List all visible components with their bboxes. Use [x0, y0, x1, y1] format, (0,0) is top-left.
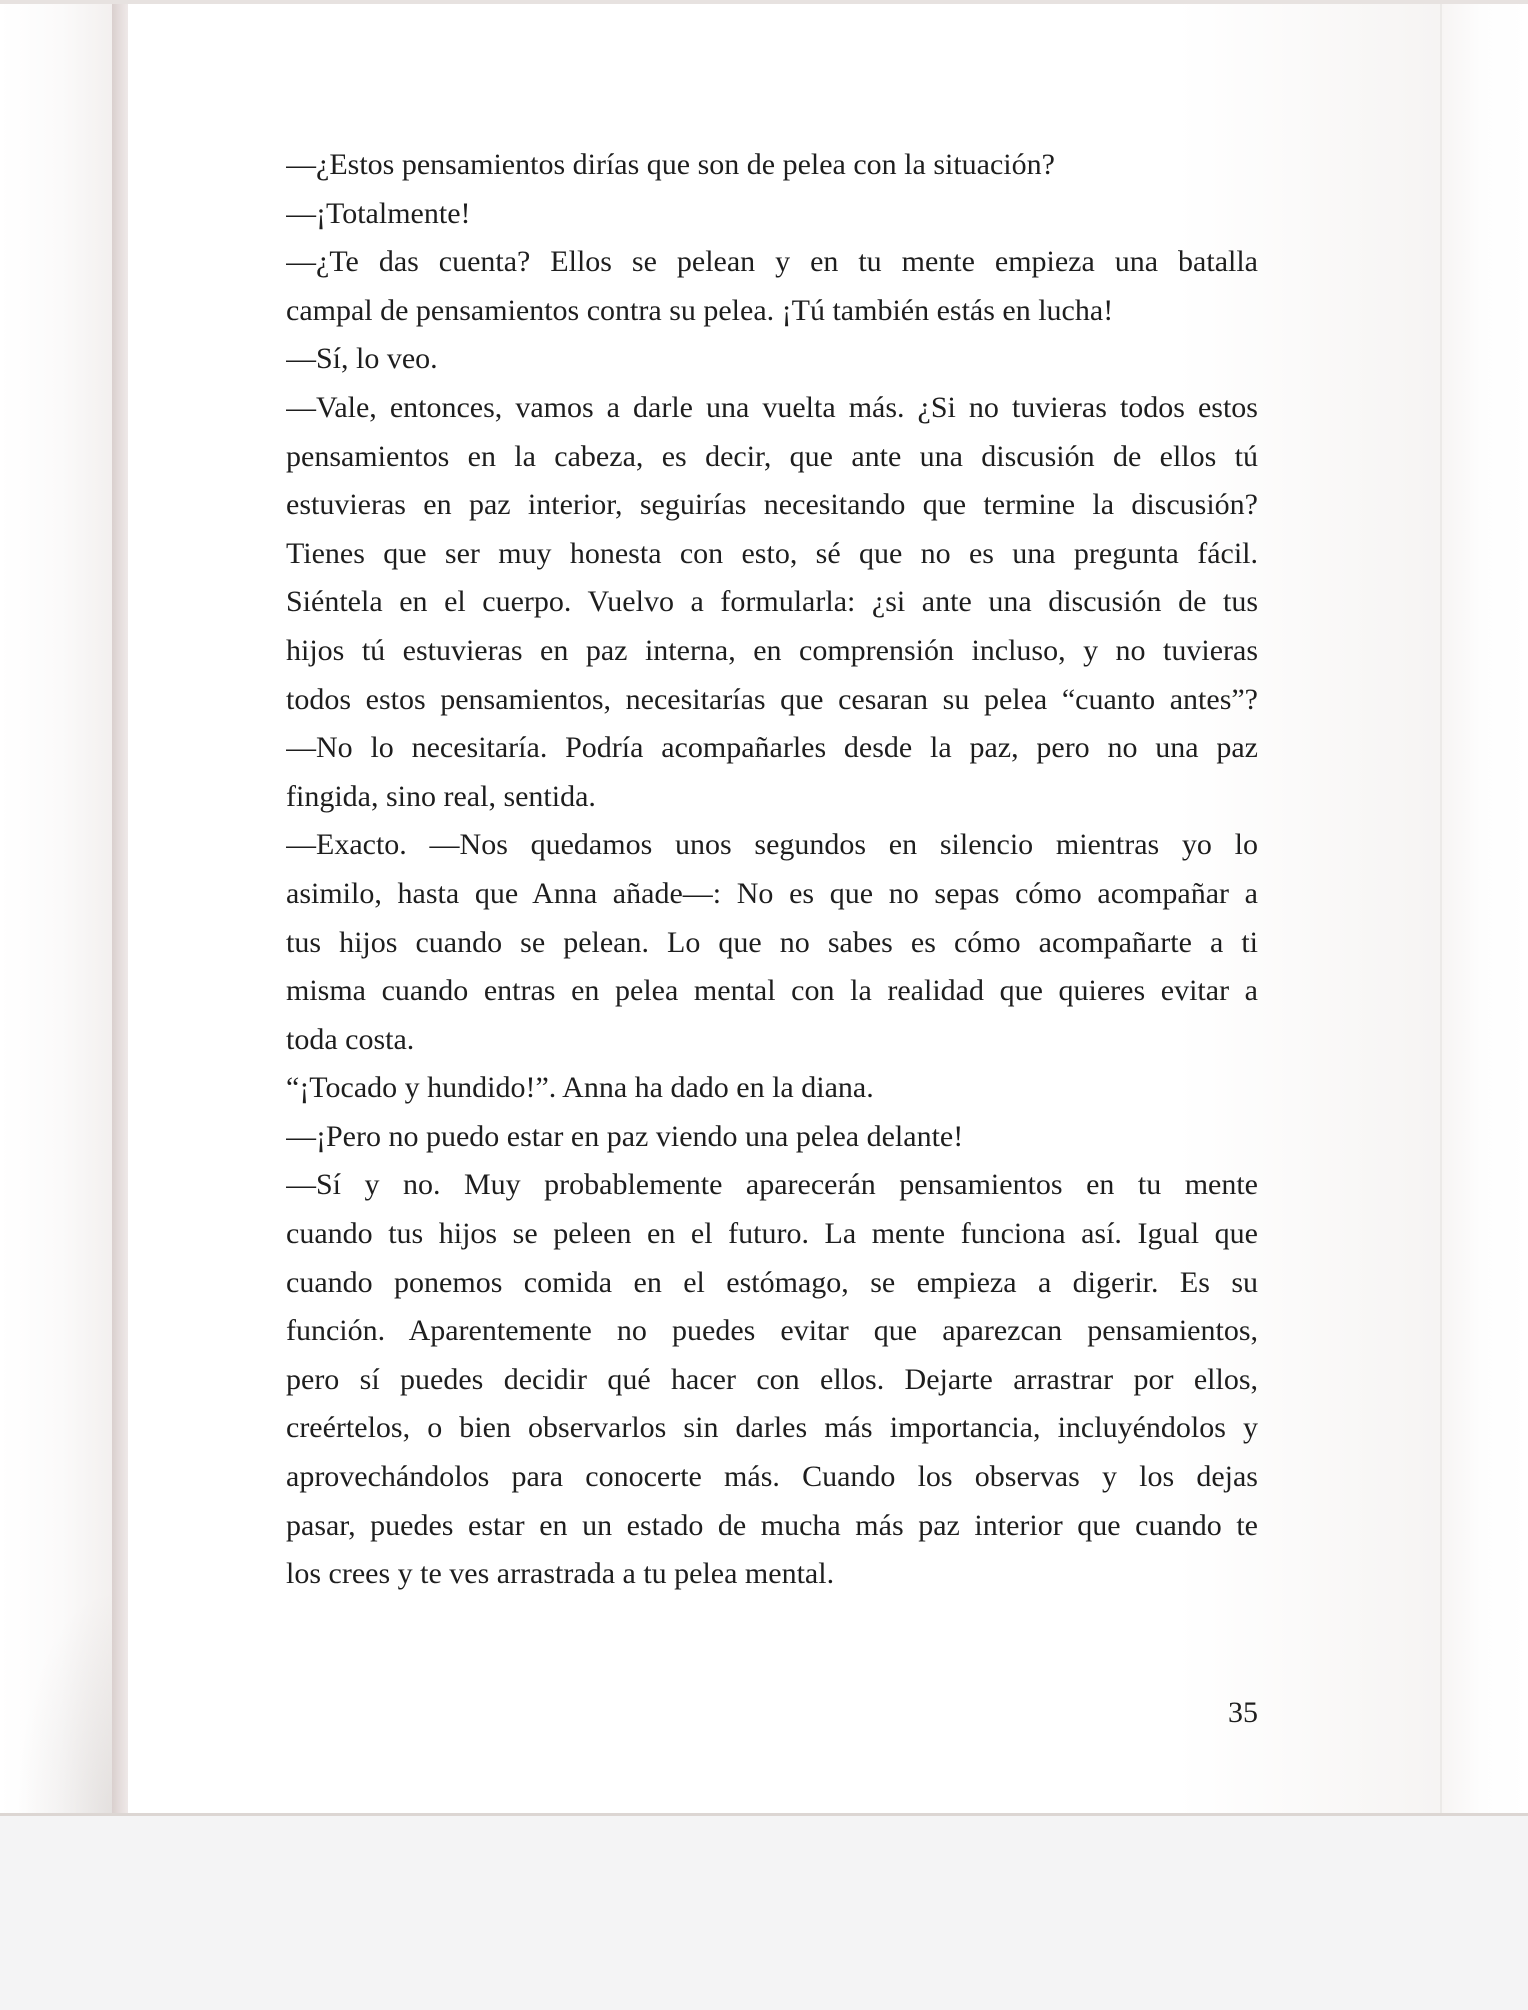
- page-text: [286, 141, 1258, 1599]
- text-line: —¡Pero no puedo estar en paz viendo una pelea delante!: [286, 1119, 964, 1153]
- text-line: “¡Tocado y hundido!”. Anna ha dado en la diana.: [286, 1071, 874, 1105]
- text-line: cuando tus hijos se peleen en el futuro. La mente funciona así. Igual que: [286, 1217, 1258, 1251]
- text-line: —¿Estos pensamientos dirías que son de pelea con la situación?: [286, 148, 1055, 181]
- text-line: tus hijos cuando se pelean. Lo que no sabes es cómo acompañarte a ti: [286, 925, 1258, 959]
- text-line: Siéntela en el cuerpo. Vuelvo a formularla: ¿si ante una discusión de tus: [286, 585, 1258, 619]
- text-line: los crees y te ves arrastrada a tu pelea mental.: [286, 1557, 835, 1591]
- text-line: fingida, sino real, sentida.: [286, 779, 596, 813]
- right-page-stack: [1440, 4, 1528, 1813]
- text-line: aprovechándolos para conocerte más. Cuando los observas y los dejas: [286, 1460, 1258, 1494]
- page-number: 35: [1228, 1696, 1258, 1729]
- text-line: pero sí puedes decidir qué hacer con ellos. Dejarte arrastrar por ellos,: [286, 1362, 1258, 1396]
- text-line: pasar, puedes estar en un estado de mucha más paz interior que cuando te: [286, 1508, 1258, 1542]
- text-line: campal de pensamientos contra su pelea. ¡Tú también estás en lucha!: [286, 293, 1114, 327]
- left-page-stack: [0, 4, 112, 1813]
- text-line: —Sí, lo veo.: [286, 342, 438, 376]
- text-line: cuando ponemos comida en el estómago, se empieza a digerir. Es su: [286, 1265, 1258, 1299]
- spine-shadow: [112, 4, 128, 1813]
- text-line: Tienes que ser muy honesta con esto, sé que no es una pregunta fácil.: [286, 536, 1258, 570]
- text-line: —Vale, entonces, vamos a darle una vuelta más. ¿Si no tuvieras todos estos: [286, 390, 1258, 424]
- text-line: creértelos, o bien observarlos sin darles más importancia, incluyéndolos y: [286, 1411, 1258, 1445]
- text-line: misma cuando entras en pelea mental con la realidad que quieres evitar a: [286, 974, 1258, 1008]
- text-line: todos estos pensamientos, necesitarías que cesaran su pelea “cuanto antes”?: [286, 682, 1258, 716]
- text-line: función. Aparentemente no puedes evitar que aparezcan pensamientos,: [286, 1314, 1258, 1348]
- text-line: asimilo, hasta que Anna añade—: No es que no sepas cómo acompañar a: [286, 876, 1258, 910]
- text-line: —Exacto. —Nos quedamos unos segundos en silencio mientras yo lo: [286, 828, 1258, 862]
- text-line: estuvieras en paz interior, seguirías necesitando que termine la discusión?: [286, 488, 1258, 522]
- text-line: pensamientos en la cabeza, es decir, que ante una discusión de ellos tú: [286, 439, 1258, 473]
- text-line: —Sí y no. Muy probablemente aparecerán pensamientos en tu mente: [286, 1168, 1258, 1202]
- text-line: —¡Totalmente!: [286, 196, 471, 230]
- text-line: hijos tú estuvieras en paz interna, en comprensión incluso, y no tuvieras: [286, 633, 1258, 667]
- text-line: —No lo necesitaría. Podría acompañarles desde la paz, pero no una paz: [286, 731, 1258, 765]
- text-line: toda costa.: [286, 1022, 415, 1056]
- book-page: [128, 4, 1440, 1813]
- desk-background: [0, 1816, 1528, 2010]
- text-line: —¿Te das cuenta? Ellos se pelean y en tu mente empieza una batalla: [286, 245, 1258, 279]
